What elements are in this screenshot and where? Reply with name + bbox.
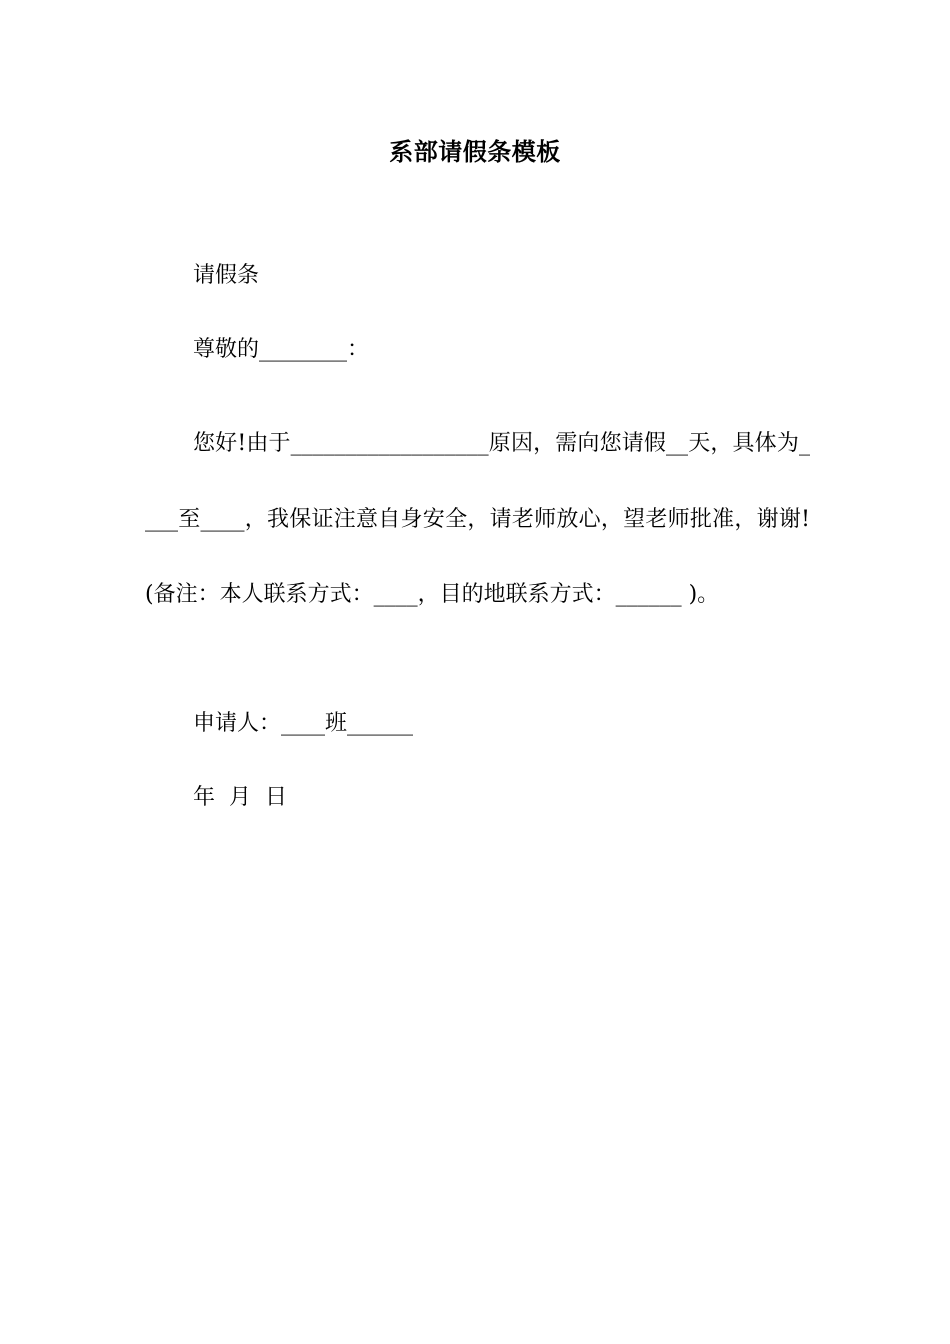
- document-title: 系部请假条模板: [389, 137, 561, 166]
- applicant-line: 申请人：____班______: [193, 711, 414, 736]
- leave-note-heading: 请假条: [193, 263, 260, 288]
- date-line: 年 月 日: [193, 785, 287, 810]
- body-paragraph: 您好!由于__________________原因，需向您请假__天，具体为____至____，我保证注意自身安全，请老师放心，望老师批准，谢谢!(备注：本人联系方式：____，目的地联系方式：______ )。: [145, 431, 810, 607]
- salutation: 尊敬的________：: [193, 337, 370, 362]
